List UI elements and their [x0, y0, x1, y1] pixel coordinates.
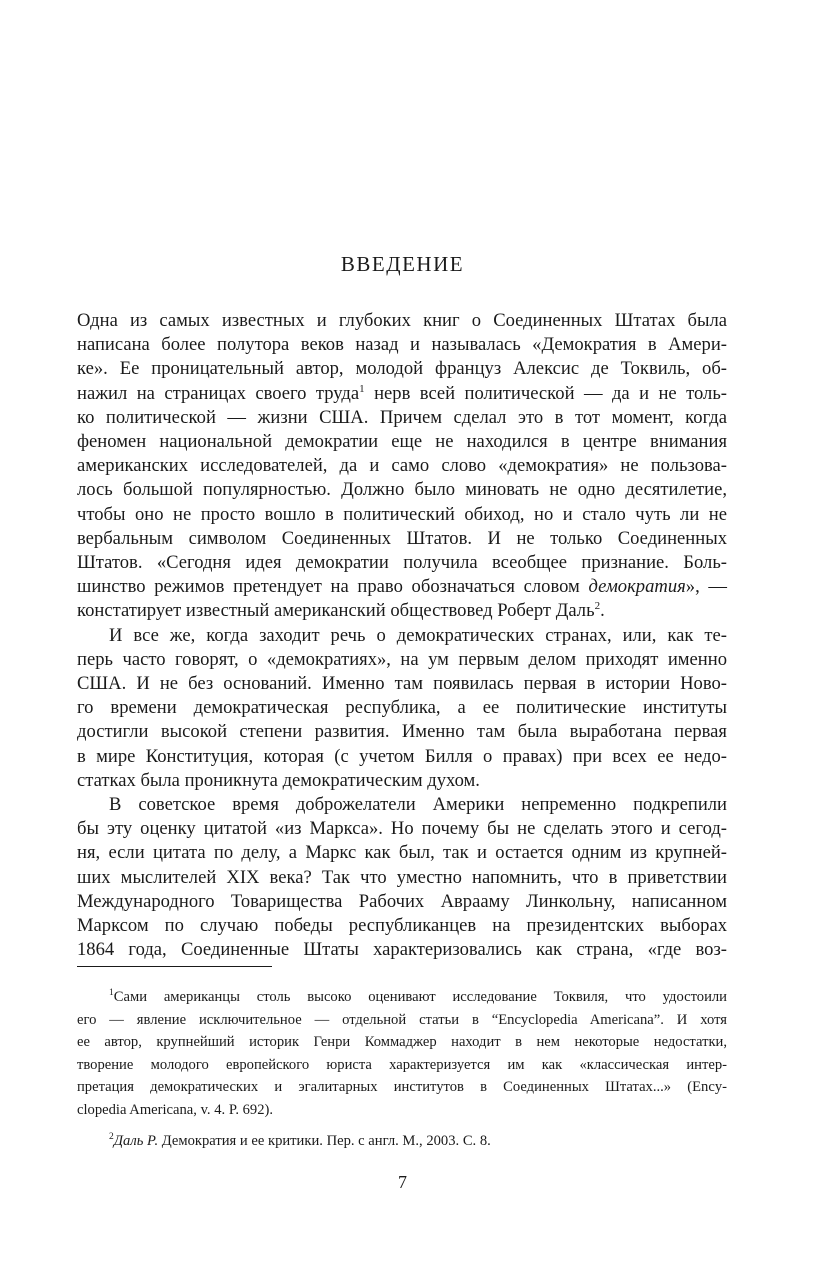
text-line: 1864 года, Соединенные Штаты характеризовались как страна, «где воз-	[77, 939, 727, 961]
paragraph-1	[77, 309, 727, 624]
text-line: лось большой популярностью. Должно было миновать не одно десятилетие,	[77, 479, 727, 501]
footnote-number: 2	[109, 1131, 114, 1142]
text-line: США. И не без оснований. Именно там появилась первая в истории Ново-	[77, 673, 727, 695]
footnote-author: Даль Р.	[113, 1132, 159, 1149]
text-line: Одна из самых известных и глубоких книг о Соединенных Штатах была	[77, 310, 727, 331]
text-line: В советское время доброжелатели Америки непременно подкрепили	[109, 794, 727, 816]
page-number: 7	[398, 1172, 407, 1192]
text-line	[77, 1130, 727, 1153]
text-fragment: Сами американцы столь высоко оценивают исследование Токвиля, что удостоили	[113, 989, 727, 1005]
text-fragment: .	[600, 600, 605, 622]
text-line: написана более полутора веков назад и называлась «Демократия в Амери-	[77, 334, 727, 356]
text-line: ко политической — жизни США. Причем сделал это в тот момент, когда	[77, 406, 727, 428]
text-line	[77, 382, 727, 406]
footnote-divider	[77, 966, 272, 967]
text-line: ее автор, крупнейший историк Генри Коммаджер находит в нем некоторые недостатки,	[77, 1034, 727, 1051]
italic-word: демократия	[588, 576, 686, 598]
text-fragment: нерв всей политической — да и не толь-	[364, 382, 727, 404]
text-line: Марксом по случаю победы республиканцев на президентских выборах	[77, 915, 727, 937]
chapter-heading: ВВЕДЕНИЕ	[340, 252, 465, 276]
text-line: ке». Ее проницательный автор, молодой француз Алексис де Токвиль, об-	[77, 358, 727, 380]
text-fragment: шинство режимов претендует на право обозначаться словом	[77, 576, 589, 598]
footnote-marker-2: 2	[594, 600, 601, 613]
text-line: чтобы оно не просто вошло в политический обиход, но и стало чуть ли не	[77, 503, 727, 525]
text-line: ших мыслителей XIX века? Так что уместно напомнить, что в приветствии	[77, 866, 727, 888]
text-fragment: нажил на страницах своего труда	[77, 382, 360, 404]
paragraph-2	[77, 624, 727, 793]
text-line: вербальным символом Соединенных Штатов. И не только Соединенных	[77, 527, 727, 549]
footnotes	[77, 986, 727, 1152]
text-line: в мире Конституция, которая (с учетом Билля о правах) при всех ее недо-	[77, 745, 727, 767]
text-fragment: Демократия и ее критики. Пер. с англ. М., 2003. С. 8.	[158, 1132, 491, 1149]
text-line: го времени демократическая республика, а ее политические институты	[77, 697, 727, 719]
footnote-marker-1: 1	[359, 382, 365, 395]
paragraph-3	[77, 793, 727, 962]
text-line: Штатов. «Сегодня идея демократии получила всеобщее признание. Боль-	[77, 552, 727, 574]
text-line: претация демократических и эгалитарных институтов в Соединенных Штатах...» (Ency-	[77, 1079, 727, 1096]
text-line	[77, 575, 727, 599]
text-line: творение молодого европейского юриста характеризуется им как «классическая интер-	[77, 1056, 727, 1073]
footnote-1	[77, 986, 727, 1122]
text-line: ня, если цитата по делу, а Маркс как был, так и остается одним из крупней-	[77, 842, 727, 864]
footnote-number: 1	[109, 988, 114, 998]
text-fragment: », —	[685, 576, 727, 598]
text-line: достигли высокой степени развития. Именно там была выработана первая	[77, 721, 727, 743]
text-line: Международного Товарищества Рабочих Аврааму Линкольну, написанном	[77, 890, 727, 912]
text-line: феномен национальной демократии еще не находился в центре внимания	[77, 431, 727, 453]
text-line: статках была проникнута демократическим духом.	[77, 769, 480, 791]
footnote-2	[77, 1130, 727, 1153]
text-line	[77, 986, 727, 1009]
text-line: его — явление исключительное — отдельной статьи в “Encyclopedia Americana”. И хотя	[77, 1011, 727, 1028]
main-text	[77, 309, 727, 962]
text-line: И все же, когда заходит речь о демократических странах, или, как те-	[109, 624, 727, 646]
text-line: перь часто говорят, о «демократиях», на ум первым делом приходят именно	[77, 648, 727, 670]
text-line	[77, 599, 727, 623]
text-line: clopedia Americana, v. 4. P. 692).	[77, 1101, 274, 1118]
text-line: американских исследователей, да и само слово «демократия» не пользова-	[77, 455, 727, 477]
text-line: бы эту оценку цитатой «из Маркса». Но почему бы не сделать этого и сегод-	[77, 818, 727, 840]
text-fragment: констатирует известный американский обществовед Роберт Даль	[77, 600, 595, 622]
